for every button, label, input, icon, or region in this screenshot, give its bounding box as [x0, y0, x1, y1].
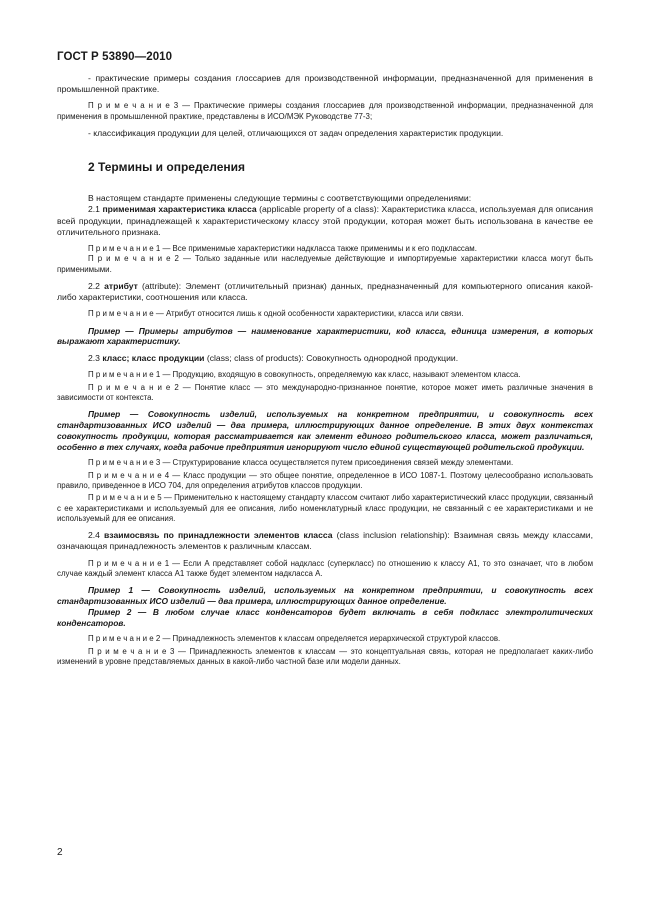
note-label: П р и м е ч а н и е 3: [88, 458, 161, 468]
note-label: П р и м е ч а н и е 1: [88, 370, 161, 380]
term-definition: [57, 281, 593, 303]
example: Пример 2 — В любом случае класс конденсаторов будет включать в себя подкласс электролитических конденсаторов.: [57, 606, 593, 628]
term-number: 2.1: [88, 204, 103, 215]
note-label: П р и м е ч а н и е 3: [88, 646, 175, 656]
definition: (class inclusion relationship): Взаимная связь между классами, означающая принадлежность элементов к различным классам.: [57, 530, 593, 552]
definition: (class; class of products): Совокупность однородной продукции.: [204, 353, 459, 364]
note-text: — Практические примеры создания глоссариев для производственной информации, предназначенной для применения в промышленной практике, представлены в ИСО/МЭК Руководстве 77-3;: [57, 101, 593, 121]
document-body: [57, 73, 593, 667]
note: [57, 383, 593, 404]
list-item: - практические примеры создания глоссариев для производственной информации, предназначенной для применения в промышленной практике.: [57, 73, 593, 95]
note-text: — Понятие класс — это международно-признанное понятие, которое может иметь различные значения в зависимости от контекста.: [57, 382, 593, 402]
note-text: — Применительно к настоящему стандарту классом считают либо характеристический класс продукции, связанный с ее характеристиками и используемый для ее описания, либо номенклатурный класс продукции, не связанный с ее характеристиками и не используемый для ее описания.: [57, 493, 593, 523]
term: класс; класс продукции: [102, 353, 205, 364]
note-label: П р и м е ч а н и е 1: [88, 558, 170, 568]
example: Пример — Совокупность изделий, используемых на конкретном предприятии, и совокупность всех стандартизованных ИСО изделий — два примера, иллюстрирующих данное определение. В этих двух контекстах совокупность продукции, которая рассматривается как элемент единого родительского класса, может различаться, особенно в тех случаях, когда рабочие предприятия игнорируют число единой существующей родительской продукции.: [57, 409, 593, 452]
note-label: П р и м е ч а н и е 4: [88, 470, 170, 480]
note-text: — Класс продукции — это общее понятие, определенное в ИСО 1087-1. Поэтому целесообразно использовать правило, приведенное в ИСО 704, для определения атрибутов классов продукции.: [57, 470, 593, 491]
note-label: П р и м е ч а н и е 2: [88, 382, 179, 392]
note: [57, 559, 593, 580]
paragraph: В настоящем стандарте применены следующие термины с соответствующими определениями:: [88, 193, 472, 204]
note-text: — Принадлежность элементов к классам определяется иерархической структурой классов.: [160, 634, 501, 644]
term: взаимосвязь по принадлежности элементов класса: [104, 530, 333, 541]
note-text: — Структурирование класса осуществляется путем присоединения связей между элементами.: [160, 458, 514, 468]
note-label: П р и м е ч а н и е 2: [88, 634, 161, 644]
section-heading: 2 Термины и определения: [88, 160, 246, 175]
note-label: П р и м е ч а н и е 1: [88, 244, 161, 254]
note: [57, 493, 593, 524]
term: атрибут: [104, 280, 138, 291]
note-text: — Если А представляет собой надкласс (суперкласс) по отношению к классу А1, то это означает, что в любом случае каждый элемент класса А1 также будет элементом надкласса А.: [57, 558, 593, 578]
note: [57, 634, 593, 644]
note: [57, 647, 593, 668]
list-item: - классификация продукции для целей, отличающихся от задач определения характеристик продукции.: [88, 128, 504, 138]
note-text: — Принадлежность элементов к классам — это концептуальная связь, которая не предполагает каких-либо изменений в уровне представляемых данных в какой-либо частной базе или модели данных.: [57, 646, 594, 667]
document-header: ГОСТ Р 53890—2010: [57, 51, 173, 63]
note: [57, 370, 593, 380]
term-number: 2.3: [88, 353, 103, 364]
note: [57, 471, 593, 492]
note-text: — Все применимые характеристики надкласса также применимы и к его подклассам.: [160, 244, 477, 254]
term: применимая характеристика класса: [102, 204, 257, 215]
term-definition: [57, 530, 593, 552]
term-definition: [57, 204, 593, 238]
note: [57, 458, 593, 468]
note-label: П р и м е ч а н и е 2: [88, 254, 179, 264]
note: [57, 254, 593, 275]
note-text: — Атрибут относится лишь к одной особенности характеристики, класса или связи.: [153, 309, 464, 319]
definition: (attribute): Элемент (отличительный признак) данных, предназначенный для компьютерного описания какой-либо характеристики, соотношения или класса.: [57, 280, 593, 303]
definition: (applicable property of a class): Характеристика класса, используемая для описания всей продукции, принадлежащей к характеристическому классу этой продукции, которая может быть использована в качестве ее отличительного признака.: [57, 204, 593, 237]
note-text: — Продукцию, входящую в совокупность, определяемую как класс, называют элементом класса.: [160, 370, 521, 380]
term-number: 2.2: [88, 280, 105, 291]
term-definition: [57, 353, 593, 364]
note-label: П р и м е ч а н и е 5: [88, 493, 162, 503]
term-number: 2.4: [88, 530, 105, 541]
example: Пример — Примеры атрибутов — наименование характеристики, код класса, единица измерения, в которых выражают характеристику.: [57, 325, 593, 347]
note: [57, 309, 593, 319]
note: [57, 244, 593, 254]
note: [57, 101, 593, 122]
example: Пример 1 — Совокупность изделий, используемых на конкретном предприятии, и совокупность всех стандартизованных ИСО изделий — два примера, иллюстрирующих данное определение.: [57, 585, 593, 607]
note-text: — Только заданные или наследуемые действующие и импортируемые характеристики класса могут быть применимыми.: [57, 254, 593, 274]
page-number: 2: [57, 847, 63, 858]
note-label: П р и м е ч а н и е: [88, 309, 154, 319]
note-label: П р и м е ч а н и е 3: [88, 101, 179, 111]
